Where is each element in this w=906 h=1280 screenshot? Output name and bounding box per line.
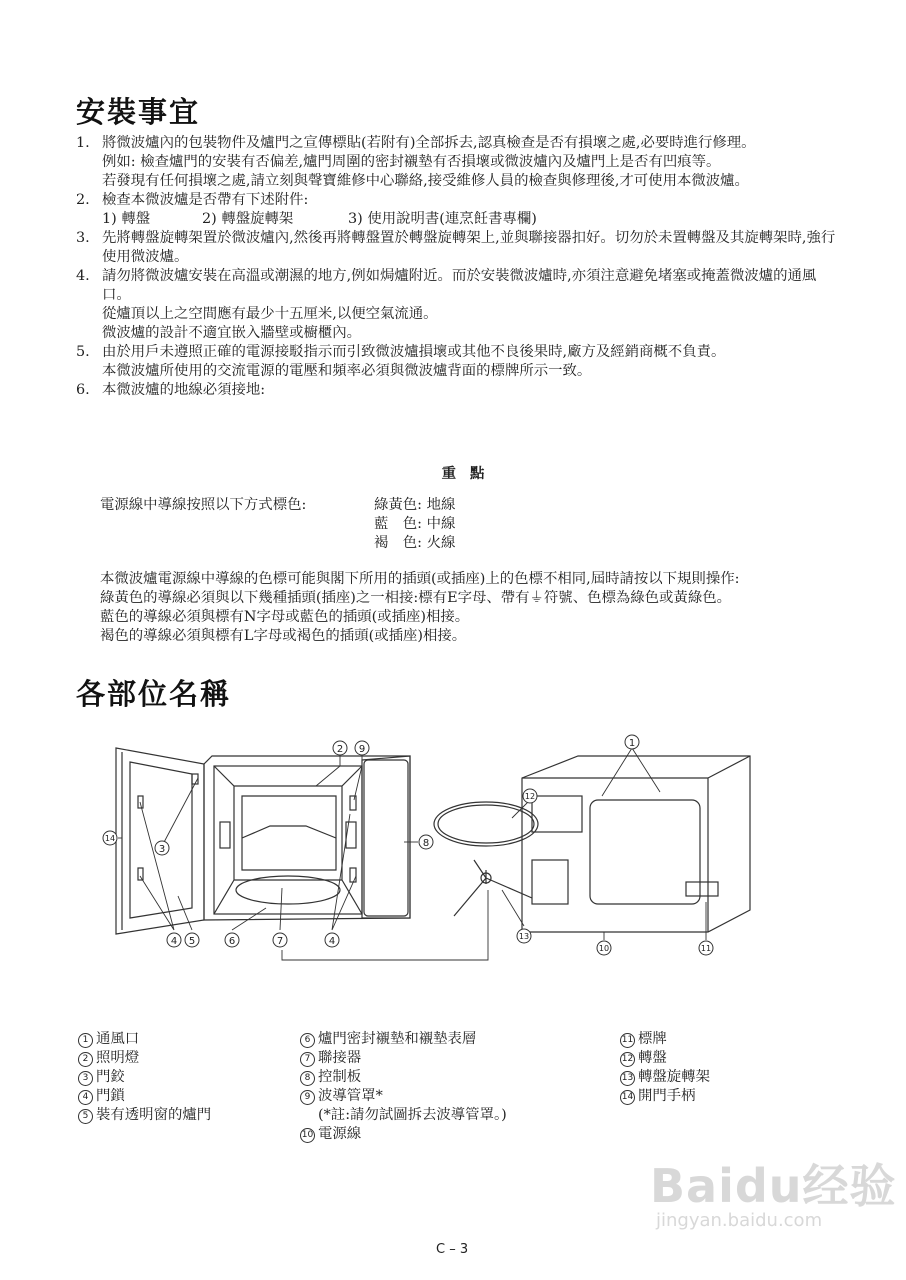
- callout-8: 8: [422, 838, 430, 849]
- wire-color-item: 綠黃色: 地線: [374, 497, 456, 513]
- item-text: 請勿將微波爐安裝在高溫或潮濕的地方,例如焗爐附近。而於安裝微波爐時,亦須注意避免堵塞或掩蓋微波爐的通風口。: [102, 268, 817, 303]
- callout-4a: 4: [170, 936, 178, 947]
- callout-14: 14: [104, 834, 116, 843]
- section-title-parts: 各部位名稱: [76, 677, 232, 711]
- legend-item: 12 轉盤: [621, 1050, 667, 1066]
- roller-ring: [454, 860, 532, 916]
- legend-item: 6 爐門密封襯墊和襯墊表層: [300, 1030, 507, 1049]
- wiring-note: 本微波爐電源線中導線的色標可能與閣下所用的插頭(或插座)上的色標不相同,屆時請按以下規則操作:: [100, 571, 740, 587]
- wiring-notes: [100, 570, 830, 646]
- legend-item: 5 裝有透明窗的爐門: [78, 1106, 211, 1125]
- section-title-installation: 安裝事宜: [76, 95, 201, 129]
- watermark-logo: Baidu经验: [650, 1159, 897, 1213]
- legend-item: 7 聯接器: [300, 1049, 507, 1068]
- accessory-item: 2) 轉盤旋轉架: [202, 211, 294, 227]
- item-text: 本微波爐所使用的交流電源的電壓和頻率必須與微波爐背面的標牌所示一致。: [102, 363, 592, 379]
- list-item-4: [76, 267, 836, 343]
- item-text: 先將轉盤旋轉架置於微波爐內,然後再將轉盤置於轉盤旋轉架上,並與聯接器扣好。切勿於未置轉盤及其旋轉架時,強行使用微波爐。: [102, 230, 836, 265]
- callout-3: 3: [158, 844, 166, 855]
- accessory-item: 1) 轉盤: [102, 211, 151, 227]
- callout-9: 9: [358, 744, 366, 755]
- callout-4b: 4: [328, 936, 336, 947]
- callout-13: 13: [518, 932, 530, 941]
- item-number: 3.: [76, 230, 90, 246]
- callout-7: 7: [276, 936, 284, 947]
- list-item-5: [76, 343, 836, 381]
- wire-color-item: 藍 色: 中線: [374, 516, 456, 532]
- list-item-2: [76, 191, 836, 229]
- legend-item: 13 轉盤旋轉架: [621, 1069, 710, 1085]
- legend-item: 2 照明燈: [78, 1049, 211, 1068]
- watermark: [650, 1150, 897, 1231]
- legend-number: 7: [300, 1052, 315, 1067]
- legend-number: 6: [300, 1033, 315, 1048]
- legend-number: 3: [78, 1071, 93, 1086]
- callout-12: 12: [524, 792, 536, 801]
- microwave-parts-diagram: [92, 730, 752, 980]
- legend-number: 13: [620, 1071, 635, 1086]
- legend-number: 14: [620, 1090, 635, 1105]
- page-number: C – 3: [436, 1242, 469, 1257]
- list-item-6: [76, 381, 836, 400]
- wire-color-item: 褐 色: 火線: [374, 535, 456, 551]
- item-number: 2.: [76, 192, 90, 208]
- legend-number: 4: [78, 1090, 93, 1105]
- legend-item: 9 波導管罩*: [300, 1087, 507, 1106]
- legend-column-2: [300, 1030, 507, 1144]
- callout-5: 5: [188, 936, 196, 947]
- callout-2: 2: [336, 744, 344, 755]
- accessory-list: [102, 210, 836, 229]
- callout-10: 10: [598, 944, 610, 953]
- oven-body: [204, 756, 410, 920]
- callout-11: 11: [700, 944, 712, 953]
- wire-color-list: [374, 496, 455, 553]
- watermark-url: jingyan.baidu.com: [656, 1210, 823, 1231]
- wire-color-lead: 電源線中導線按照以下方式標色:: [100, 497, 307, 513]
- item-text: 若發現有任何損壞之處,請立刻與聲寶維修中心聯絡,接受維修人員的檢查與修理後,才可使用本微波爐。: [102, 173, 749, 189]
- legend-column-1: [78, 1030, 211, 1125]
- legend-item: 4 門鎖: [78, 1087, 211, 1106]
- item-text: 將微波爐內的包裝物件及爐門之宣傳標貼(若附有)全部拆去,認真檢查是否有損壞之處,必要時進行修理。: [102, 135, 756, 151]
- legend-item: (*註:請勿試圖拆去波導管罩。): [318, 1107, 507, 1123]
- item-number: 5.: [76, 344, 90, 360]
- wiring-note: 褐色的導線必須與標有L字母或褐色的插頭(或插座)相接。: [100, 628, 467, 644]
- item-text: 由於用戶未遵照正確的電源接駁指示而引致微波爐損壞或其他不良後果時,廠方及經銷商概不負責。: [102, 344, 726, 360]
- accessory-item: 3) 使用說明書(連烹飪書專欄): [348, 211, 537, 227]
- list-item-3: [76, 229, 836, 267]
- callout-1: 1: [628, 738, 636, 749]
- legend-item: 8 控制板: [300, 1068, 507, 1087]
- item-number: 4.: [76, 268, 90, 284]
- callout-6: 6: [228, 936, 236, 947]
- list-item-1: [76, 134, 836, 191]
- legend-item: 3 門鉸: [78, 1068, 211, 1087]
- item-number: 1.: [76, 135, 90, 151]
- wiring-note: 藍色的導線必須與標有N字母或藍色的插頭(或插座)相接。: [100, 609, 470, 625]
- item-text: 檢查本微波爐是否帶有下述附件:: [102, 192, 309, 208]
- legend-number: 12: [620, 1052, 635, 1067]
- legend-item: 11 標牌: [621, 1031, 667, 1047]
- legend-item: 10 電源線: [301, 1126, 362, 1142]
- item-text: 微波爐的設計不適宜嵌入牆壁或櫥櫃內。: [102, 325, 362, 341]
- item-text: 例如: 檢查爐門的安裝有否偏差,爐門周圍的密封襯墊有否損壞或微波爐內及爐門上是否有凹痕等。: [102, 154, 721, 170]
- legend-number: 5: [78, 1109, 93, 1124]
- control-panel: [362, 756, 410, 918]
- legend-number: 1: [78, 1033, 93, 1048]
- legend-number: 8: [300, 1071, 315, 1086]
- item-text: 從爐頂以上之空間應有最少十五厘米,以便空氣流通。: [102, 306, 438, 322]
- legend-number: 11: [620, 1033, 635, 1048]
- legend-number: 10: [300, 1128, 315, 1143]
- door-window: [130, 762, 192, 918]
- item-text: 本微波爐的地線必須接地:: [102, 382, 266, 398]
- oven-rear: [522, 756, 750, 932]
- legend-number: 2: [78, 1052, 93, 1067]
- item-number: 6.: [76, 382, 90, 398]
- legend-number: 9: [300, 1090, 315, 1105]
- legend-column-3: [620, 1030, 710, 1106]
- wiring-note: 綠黃色的導線必須與以下幾種插頭(插座)之一相接:標有E字母、帶有⏚符號、色標為綠色或黃綠色。: [100, 590, 731, 606]
- important-heading: 重點: [441, 465, 499, 482]
- legend-item: 14 開門手柄: [621, 1088, 696, 1104]
- installation-list: [76, 134, 836, 400]
- legend-item: 1 通風口: [78, 1030, 211, 1049]
